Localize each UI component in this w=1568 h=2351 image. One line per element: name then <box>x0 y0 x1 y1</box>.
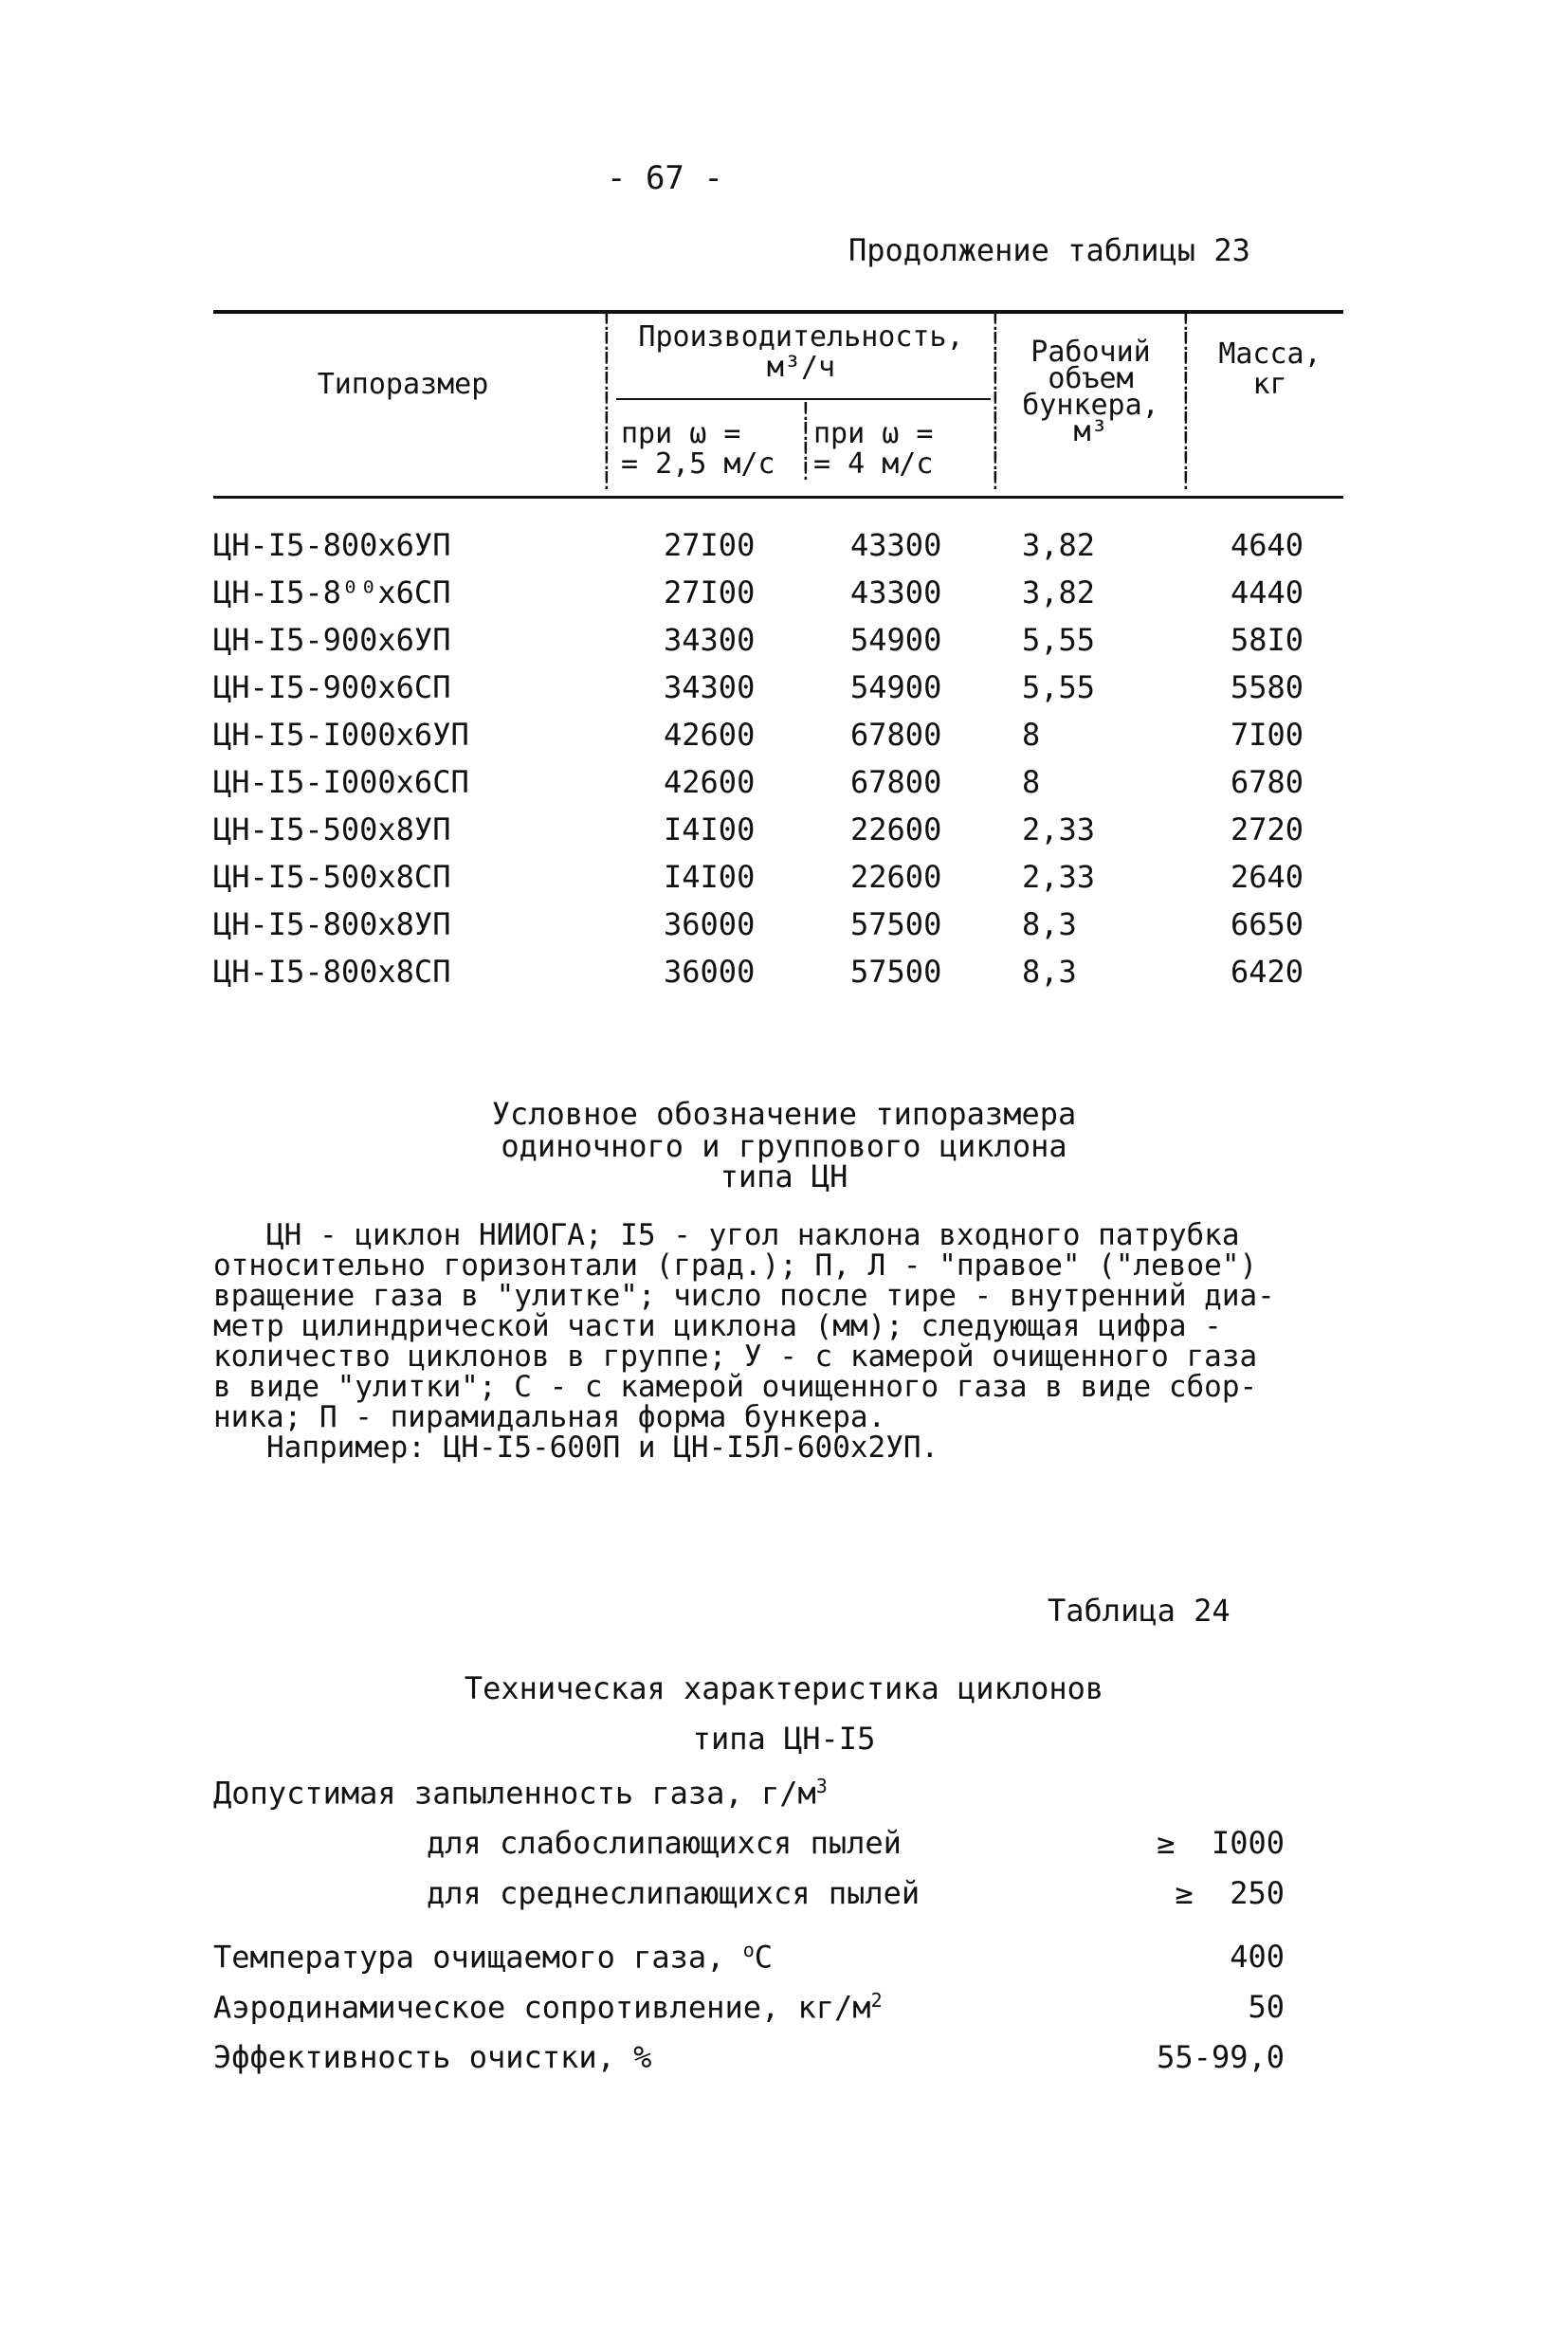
spec-value: ≥ 250 <box>1175 1875 1285 1911</box>
cell-q4: 22600 <box>850 811 942 847</box>
cell-q4: 43300 <box>850 574 942 611</box>
cell-q25: 34300 <box>664 622 756 658</box>
header-mass-line1: Масса, <box>1218 337 1322 371</box>
table-row <box>0 622 1568 667</box>
cell-q4: 57500 <box>850 954 942 990</box>
cell-mass: 4440 <box>1230 574 1304 611</box>
cell-type: ЦН-І5-800х6УП <box>213 527 451 563</box>
spec-label: Эффективность очистки, % <box>213 2039 652 2075</box>
cell-q4: 67800 <box>850 717 942 753</box>
spec-temp-label: Температура очищаемого газа, <box>213 1939 743 1976</box>
spec-row-resist <box>213 1989 1285 2032</box>
cell-q4: 54900 <box>850 622 942 658</box>
paragraph-line: количество циклонов в группе; У - с камерой очищенного газа <box>213 1340 1258 1374</box>
spec-label <box>213 1775 828 1812</box>
table-continuation-label: Продолжение таблицы 23 <box>848 232 1250 268</box>
spec-label: для среднеслипающихся пылей <box>427 1875 921 1911</box>
table-row <box>0 859 1568 904</box>
header-mass-line2: кг <box>1252 368 1287 401</box>
cell-type: ЦН-І5-900х6СП <box>213 669 451 705</box>
designation-title-line1: Условное обозначение типоразмера <box>491 1096 1077 1132</box>
cell-mass: 58І0 <box>1230 622 1304 658</box>
designation-title-line2: одиночного и группового циклона <box>501 1128 1067 1164</box>
header-type: Типоразмер <box>317 368 489 401</box>
cell-type: ЦН-І5-800х8УП <box>213 906 451 942</box>
cell-mass: 7І00 <box>1230 717 1304 753</box>
header-volume-line4: м³ <box>1073 415 1108 448</box>
paragraph-line: Например: ЦН-І5-600П и ЦН-І5Л-600х2УП. <box>213 1431 939 1465</box>
designation-paragraph <box>213 1220 1351 1463</box>
paragraph-line: относительно горизонтали (град.); П, Л - "правое" ("левое") <box>213 1248 1258 1283</box>
paragraph-line: ника; П - пирамидальная форма бункера. <box>213 1400 886 1434</box>
spec-dust-label: Допустимая запыленность газа, г/м <box>213 1775 816 1812</box>
header-volume-line3: бункера, <box>1022 389 1159 422</box>
column-separator: ! ! ! ! ! ! ! ! ! <box>988 308 1003 496</box>
cell-volume: 8,3 <box>1022 906 1077 942</box>
cell-mass: 6780 <box>1230 764 1304 800</box>
cell-type: ЦН-І5-500х8УП <box>213 811 451 847</box>
cell-mass: 6650 <box>1230 906 1304 942</box>
spec-value: 50 <box>1248 1989 1285 2025</box>
cell-q4: 22600 <box>850 859 942 895</box>
cell-volume: 5,55 <box>1022 622 1096 658</box>
table-row <box>0 906 1568 952</box>
cell-volume: 5,55 <box>1022 669 1096 705</box>
cell-q25: 42600 <box>664 764 756 800</box>
cell-type: ЦН-І5-І000х6СП <box>213 764 469 800</box>
cell-q4: 43300 <box>850 527 942 563</box>
header-capacity-label: Производительность, <box>638 320 964 354</box>
cell-q25: 36000 <box>664 906 756 942</box>
spec-row-temp <box>213 1939 1285 1982</box>
header-w4-line1: при ω = <box>813 417 934 450</box>
header-capacity-unit: м³/ч <box>766 351 836 384</box>
table-24-title-line2: типа ЦН-І5 <box>692 1721 876 1757</box>
cell-type: ЦН-І5-500х8СП <box>213 859 451 895</box>
header-w25-line1: при ω = <box>621 417 741 450</box>
cell-mass: 2640 <box>1230 859 1304 895</box>
header-volume-line2: объем <box>1048 362 1134 395</box>
cell-mass: 6420 <box>1230 954 1304 990</box>
designation-title-line3: типа ЦН <box>720 1158 848 1194</box>
table-top-rule <box>213 310 1343 314</box>
cell-volume: 3,82 <box>1022 527 1096 563</box>
table-row <box>0 954 1568 999</box>
cell-mass: 4640 <box>1230 527 1304 563</box>
header-w25 <box>621 419 801 480</box>
cell-q25: І4І00 <box>664 859 756 895</box>
paragraph-line: ЦН - циклон НИИОГА; І5 - угол наклона входного патрубка <box>213 1218 1240 1252</box>
spec-temp-sup: о <box>742 1939 755 1961</box>
spec-label: для слабослипающихся пылей <box>427 1825 902 1861</box>
header-mass <box>1196 339 1343 400</box>
cell-q4: 57500 <box>850 906 942 942</box>
column-separator: ! ! ! ! ! ! ! ! ! <box>599 308 614 496</box>
spec-row-efficiency <box>213 2039 1285 2083</box>
cell-q25: 27І00 <box>664 527 756 563</box>
page-number: - 67 - <box>607 159 723 197</box>
table-row <box>0 717 1568 762</box>
spec-label <box>213 1989 883 2026</box>
table-row <box>0 527 1568 573</box>
cell-q4: 54900 <box>850 669 942 705</box>
spec-label <box>213 1939 773 1976</box>
table-row <box>0 669 1568 715</box>
table-row <box>0 811 1568 857</box>
cell-q25: 36000 <box>664 954 756 990</box>
cell-volume: 2,33 <box>1022 859 1096 895</box>
cell-volume: 8 <box>1022 717 1041 753</box>
paragraph-line: в виде "улитки"; С - с камерой очищенного газа в виде сбор- <box>213 1370 1258 1404</box>
table-24-label: Таблица 24 <box>1048 1593 1231 1629</box>
table-row <box>0 764 1568 810</box>
header-w25-line2: = 2,5 м/с <box>621 447 775 481</box>
cell-mass: 2720 <box>1230 811 1304 847</box>
cell-type: ЦН-І5-900х6УП <box>213 622 451 658</box>
spec-value: 55-99,0 <box>1157 2039 1285 2075</box>
cell-q25: 27І00 <box>664 574 756 611</box>
table-24-title-line1: Техническая характеристика циклонов <box>464 1670 1104 1706</box>
cell-type: ЦН-І5-І000х6УП <box>213 717 469 753</box>
paragraph-line: метр цилиндрической части циклона (мм); следующая цифра - <box>213 1309 1222 1343</box>
cell-q25: І4І00 <box>664 811 756 847</box>
spec-row-medium <box>213 1875 1285 1919</box>
cell-type: ЦН-І5-800х8СП <box>213 954 451 990</box>
cell-mass: 5580 <box>1230 669 1304 705</box>
header-bottom-rule <box>213 496 1343 499</box>
spec-temp-unit: С <box>754 1939 774 1976</box>
column-separator: ! ! ! ! <box>798 398 813 486</box>
spec-dust-sup: 3 <box>815 1775 828 1797</box>
spec-resist-label: Аэродинамическое сопротивление, кг/м <box>213 1989 871 2026</box>
spec-row-dust <box>213 1775 1285 1818</box>
cell-volume: 8 <box>1022 764 1041 800</box>
cell-q25: 42600 <box>664 717 756 753</box>
spec-resist-sup: 2 <box>870 1989 883 2012</box>
header-volume <box>1003 336 1178 448</box>
cell-volume: 2,33 <box>1022 811 1096 847</box>
spec-value: 400 <box>1230 1939 1285 1975</box>
spec-row-weak <box>213 1825 1285 1868</box>
header-volume-line1: Рабочий <box>1030 336 1151 369</box>
cell-q4: 67800 <box>850 764 942 800</box>
cell-type: ЦН-І5-8⁰⁰х6СП <box>213 574 451 611</box>
header-capacity <box>611 322 991 383</box>
cell-q25: 34300 <box>664 669 756 705</box>
spec-value: ≥ І000 <box>1157 1825 1285 1861</box>
column-separator: ! ! ! ! ! ! ! ! ! <box>1178 308 1194 496</box>
header-w4-line2: = 4 м/с <box>813 447 934 481</box>
paragraph-line: вращение газа в "улитке"; число после тире - внутренний диа- <box>213 1279 1275 1313</box>
header-w4 <box>813 419 989 480</box>
cell-volume: 3,82 <box>1022 574 1096 611</box>
table-row <box>0 574 1568 620</box>
cell-volume: 8,3 <box>1022 954 1077 990</box>
